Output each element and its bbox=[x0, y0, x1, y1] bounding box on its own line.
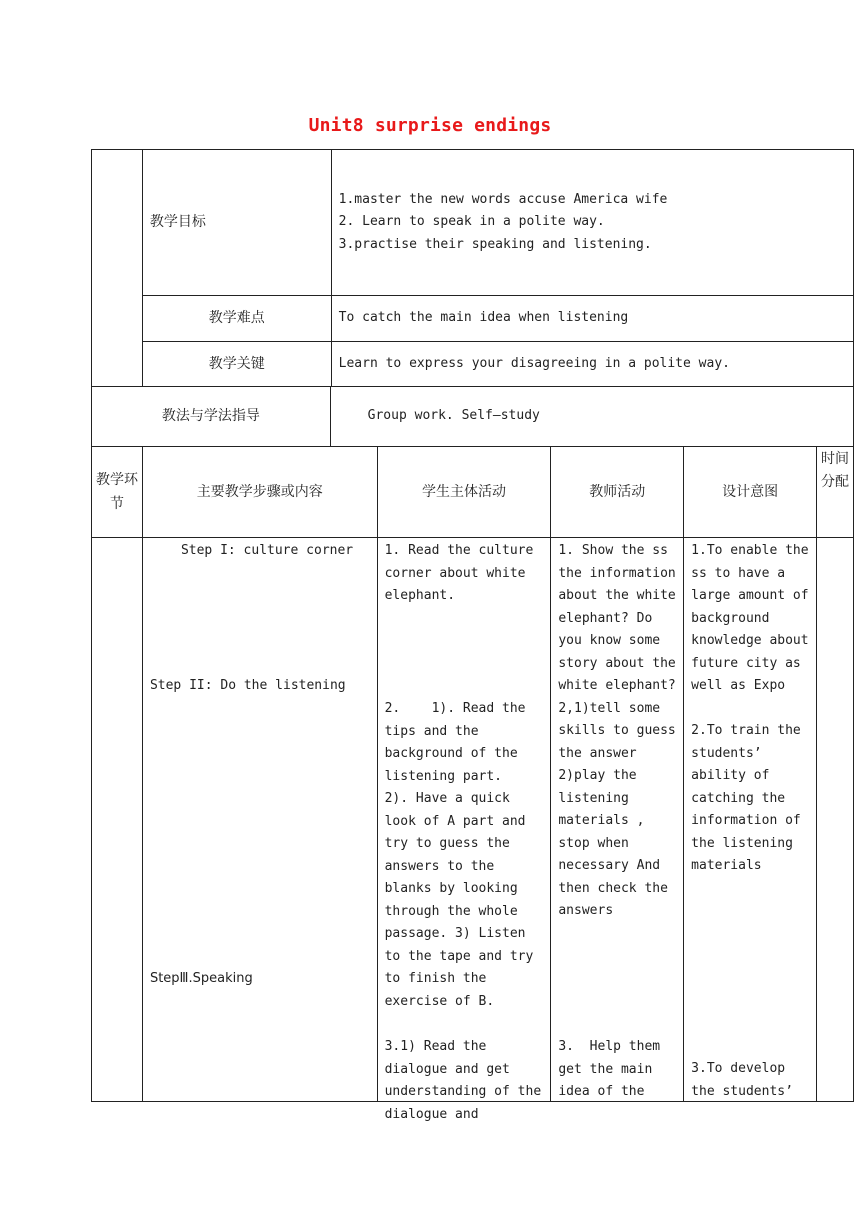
blank-cell bbox=[92, 150, 143, 387]
stage-cell bbox=[92, 538, 143, 1102]
teacher-activity-cell bbox=[551, 538, 684, 1102]
header-teacher: 教师活动 bbox=[551, 447, 684, 538]
student-activity-2: 2. 1). Read the tips and the background of the listening part. 2). Have a quick look of A part and try to guess the answers to the blanks by looking through the whole passage. 3) Listen to the tape and try to finish the exercise of B. bbox=[384, 701, 534, 1009]
difficulty-content: To catch the main idea when listening bbox=[331, 296, 853, 342]
header-time: 时间分配 bbox=[816, 447, 853, 538]
teacher-activity-3: 3. Help them get the main idea of the bbox=[558, 1039, 668, 1099]
time-cell bbox=[816, 538, 853, 1102]
header-stage: 教学环节 bbox=[92, 447, 143, 538]
method-table bbox=[91, 386, 854, 447]
steps-cell bbox=[142, 538, 377, 1102]
objectives-content bbox=[331, 150, 853, 296]
objective-line: 1.master the new words accuse America wife bbox=[338, 191, 668, 207]
objectives-label: 教学目标 bbox=[142, 150, 331, 296]
student-activity-1: 1. Read the culture corner about white elephant. bbox=[384, 543, 542, 603]
design-intent-2: 2.To train the students’ ability of catching the information of the listening materials bbox=[691, 723, 809, 873]
lesson-info-table bbox=[91, 149, 854, 387]
key-label: 教学关键 bbox=[142, 342, 331, 387]
design-intent-3: 3.To develop the students’ bbox=[691, 1061, 793, 1099]
key-content: Learn to express your disagreeing in a polite way. bbox=[331, 342, 853, 387]
document-title: Unit8 surprise endings bbox=[308, 115, 552, 136]
objective-line: 2. Learn to speak in a polite way. bbox=[338, 214, 605, 230]
objective-line: 3.practise their speaking and listening. bbox=[338, 236, 652, 252]
student-activity-3: 3.1) Read the dialogue and get understanding of the dialogue and bbox=[384, 1039, 549, 1122]
student-activity-cell bbox=[377, 538, 551, 1122]
method-content: Group work. Self—study bbox=[330, 387, 853, 447]
step-speaking: StepⅢ.Speaking bbox=[149, 971, 253, 986]
design-intent-cell bbox=[684, 538, 817, 1102]
step-culture-corner: Step I: culture corner bbox=[180, 543, 354, 558]
teacher-activity-1: 1. Show the ss the information about the white elephant? Do you know some story about the white elephant? 2,1)tell some skills to guess the answer 2)play the listening materials , stop when necessary And then check the answers bbox=[558, 543, 676, 918]
step-listening: Step II: Do the listening bbox=[149, 678, 346, 693]
header-steps: 主要教学步骤或内容 bbox=[142, 447, 377, 538]
header-student: 学生主体活动 bbox=[377, 447, 551, 538]
header-intent: 设计意图 bbox=[684, 447, 817, 538]
difficulty-label: 教学难点 bbox=[142, 296, 331, 342]
design-intent-1: 1.To enable the ss to have a large amount of background knowledge about future city as well as Expo bbox=[691, 543, 817, 693]
teaching-steps-table bbox=[91, 446, 854, 1122]
method-label: 教法与学法指导 bbox=[92, 387, 331, 447]
